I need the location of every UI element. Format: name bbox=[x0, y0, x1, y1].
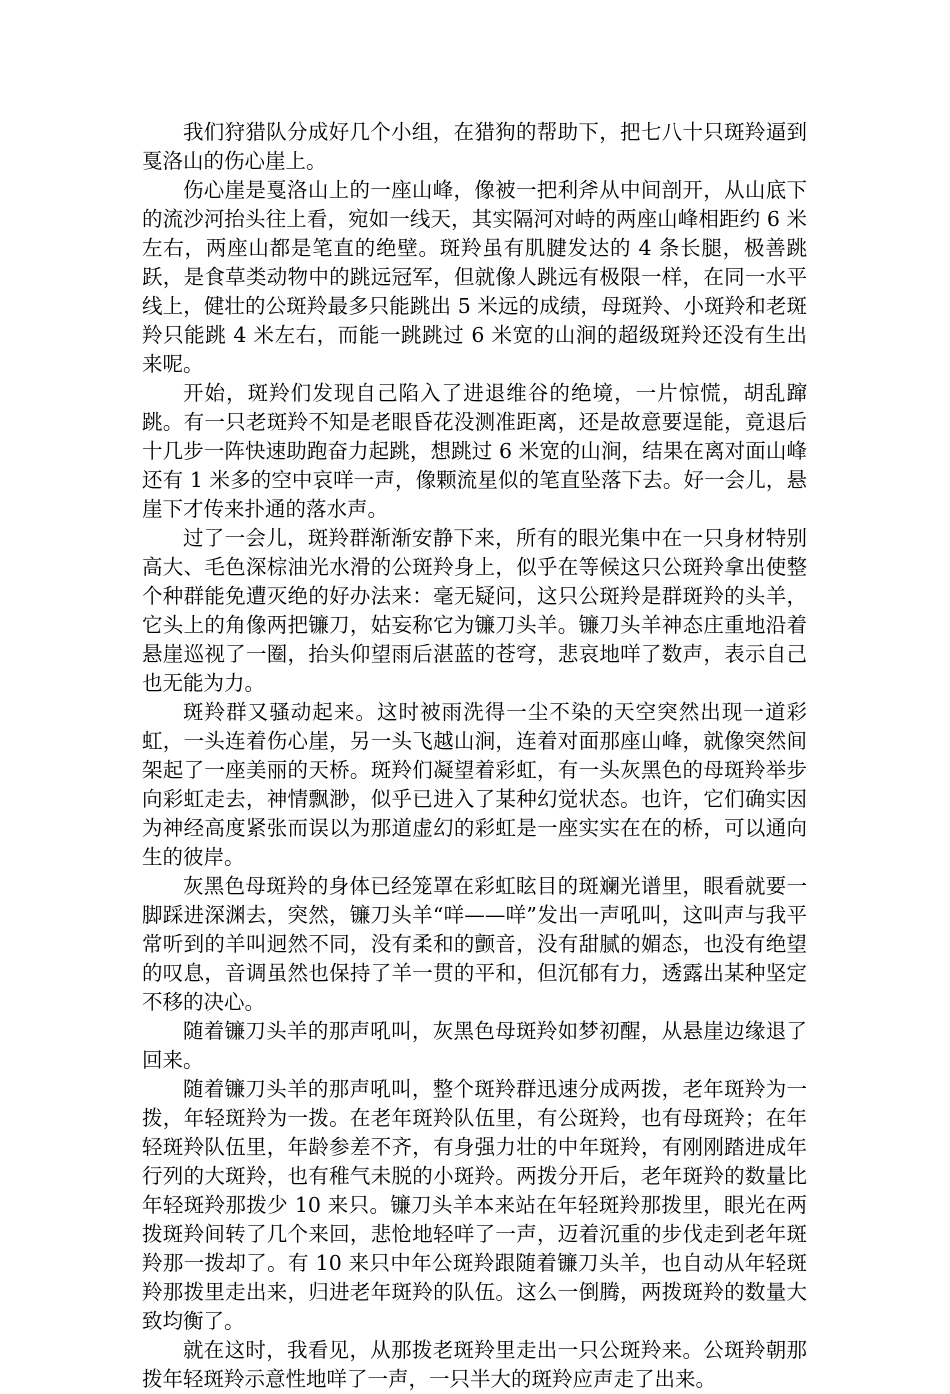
document-body bbox=[142, 118, 807, 1394]
paragraph: 随着镰刀头羊的那声吼叫，灰黑色母斑羚如梦初醒，从悬崖边缘退了回来。 bbox=[142, 1019, 807, 1072]
paragraph: 伤心崖是戛洛山上的一座山峰，像被一把利斧从中间剖开，从山底下的流沙河抬头往上看，宛如一线天，其实隔河对峙的两座山峰相距约 6 米左右，两座山都是笔直的绝壁。斑羚虽有肌腱发达的 4 条长腿，极善跳跃，是食草类动物中的跳远冠军，但就像人跳远有极限一样，在同一水平线上，健壮的公斑羚最多只能跳出 5 米远的成绩，母斑羚、小斑羚和老斑羚只能跳 4 米左右，而能一跳跳过 6 米宽的山涧的超级斑羚还没有生出来呢。 bbox=[142, 178, 807, 376]
paragraph: 斑羚群又骚动起来。这时被雨洗得一尘不染的天空突然出现一道彩虹，一头连着伤心崖，另一头飞越山涧，连着对面那座山峰，就像突然间架起了一座美丽的天桥。斑羚们凝望着彩虹，有一头灰黑色的母斑羚举步向彩虹走去，神情飘渺，似乎已进入了某种幻觉状态。也许，它们确实因为神经高度紧张而误以为那道虚幻的彩虹是一座实实在在的桥，可以通向生的彼岸。 bbox=[142, 700, 807, 869]
paragraph: 开始，斑羚们发现自己陷入了进退维谷的绝境，一片惊慌，胡乱蹿跳。有一只老斑羚不知是老眼昏花没测准距离，还是故意要逞能，竟退后十几步一阵快速助跑奋力起跳，想跳过 6 米宽的山涧，结果在离对面山峰还有 1 米多的空中哀咩一声，像颗流星似的笔直坠落下去。好一会儿，悬崖下才传来扑通的落水声。 bbox=[142, 381, 807, 521]
paragraph: 灰黑色母斑羚的身体已经笼罩在彩虹眩目的斑斓光谱里，眼看就要一脚踩进深渊去，突然，镰刀头羊“咩——咩”发出一声吼叫，这叫声与我平常听到的羊叫迥然不同，没有柔和的颤音，没有甜腻的媚态，也没有绝望的叹息，音调虽然也保持了羊一贯的平和，但沉郁有力，透露出某种坚定不移的决心。 bbox=[142, 874, 807, 1014]
paragraph: 就在这时，我看见，从那拨老斑羚里走出一只公斑羚来。公斑羚朝那拨年轻斑羚示意性地咩了一声，一只半大的斑羚应声走了出来。 bbox=[142, 1338, 807, 1391]
paragraph: 过了一会儿，斑羚群渐渐安静下来，所有的眼光集中在一只身材特别高大、毛色深棕油光水滑的公斑羚身上，似乎在等候这只公斑羚拿出使整个种群能免遭灭绝的好办法来：毫无疑问，这只公斑羚是群斑羚的头羊，它头上的角像两把镰刀，姑妄称它为镰刀头羊。镰刀头羊神态庄重地沿着悬崖巡视了一圈，抬头仰望雨后湛蓝的苍穹，悲哀地咩了数声，表示自己也无能为力。 bbox=[142, 526, 807, 695]
paragraph: 随着镰刀头羊的那声吼叫，整个斑羚群迅速分成两拨，老年斑羚为一拨，年轻斑羚为一拨。在老年斑羚队伍里，有公斑羚，也有母斑羚；在年轻斑羚队伍里，年龄参差不齐，有身强力壮的中年斑羚，有刚刚踏进成年行列的大斑羚，也有稚气未脱的小斑羚。两拨分开后，老年斑羚的数量比年轻斑羚那拨少 10 来只。镰刀头羊本来站在年轻斑羚那拨里，眼光在两拨斑羚间转了几个来回，悲怆地轻咩了一声，迈着沉重的步伐走到老年斑羚那一拨却了。有 10 来只中年公斑羚跟随着镰刀头羊，也自动从年轻斑羚那拨里走出来，归进老年斑羚的队伍。这么一倒腾，两拨斑羚的数量大致均衡了。 bbox=[142, 1077, 807, 1333]
paragraph: 我们狩猎队分成好几个小组，在猎狗的帮助下，把七八十只斑羚逼到戛洛山的伤心崖上。 bbox=[142, 120, 807, 173]
